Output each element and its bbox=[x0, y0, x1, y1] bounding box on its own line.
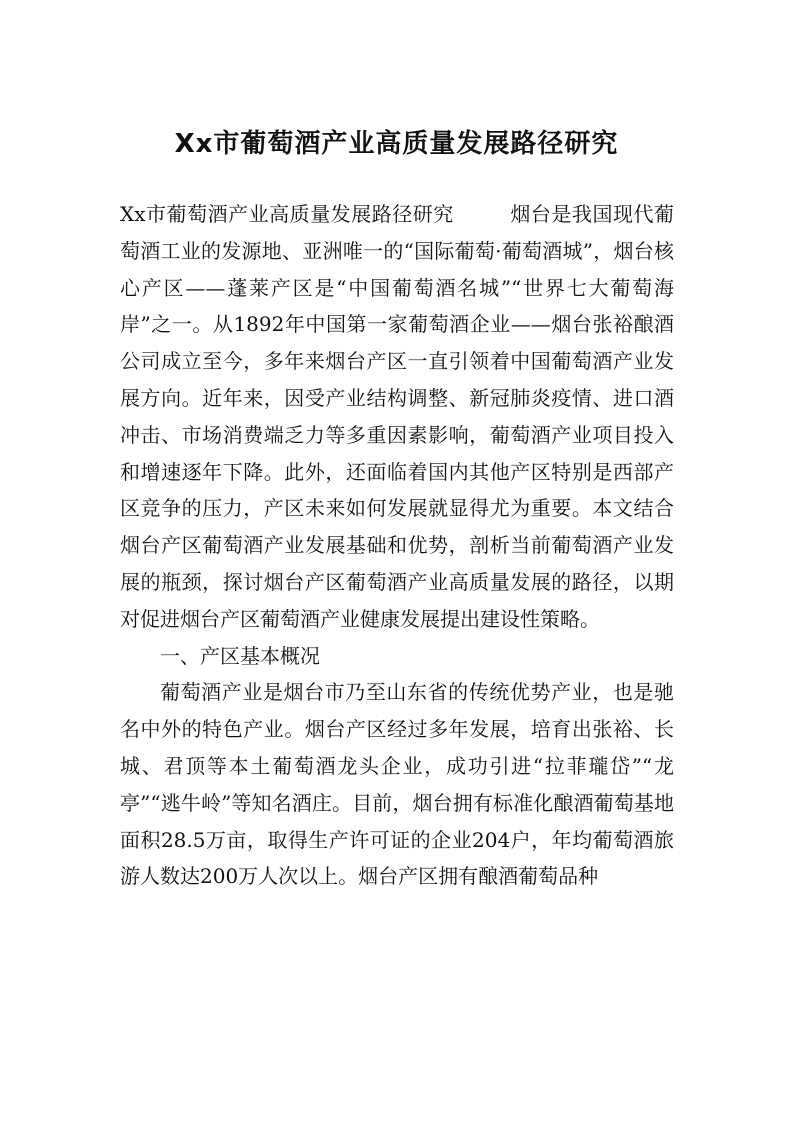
document-body bbox=[120, 196, 674, 895]
intro-text: 烟台是我国现代葡萄酒工业的发源地、亚洲唯一的“国际葡萄·葡萄酒城”，烟台核心产区——蓬莱产区是“中国葡萄酒名城”“世界七大葡萄海岸”之一。从1892年中国第一家葡萄酒企业——烟台张裕酿酒公司成立至今，多年来烟台产区一直引领着中国葡萄酒产业发展方向。近年来，因受产业结构调整、新冠肺炎疫情、进口酒冲击、市场消费端乏力等多重因素影响，葡萄酒产业项目投入和增速逐年下降。此外，还面临着国内其他产区特别是西部产区竞争的压力，产区未来如何发展就显得尤为重要。本文结合烟台产区葡萄酒产业发展基础和优势，剖析当前葡萄酒产业发展的瓶颈，探讨烟台产区葡萄酒产业高质量发展的路径，以期对促进烟台产区葡萄酒产业健康发展提出建设性策略。 bbox=[120, 202, 674, 631]
section-paragraph: 葡萄酒产业是烟台市乃至山东省的传统优势产业，也是驰名中外的特色产业。烟台产区经过多年发展，培育出张裕、长城、君顶等本土葡萄酒龙头企业，成功引进“拉菲瓏岱”“龙亭”“逃牛岭”等知名酒庄。目前，烟台拥有标准化酿酒葡萄基地面积28.5万亩，取得生产许可证的企业204户，年均葡萄酒旅游人数达200万人次以上。烟台产区拥有酿酒葡萄品种 bbox=[120, 680, 674, 889]
section-heading: 一、产区基本概况 bbox=[160, 643, 320, 668]
intro-lead: Xx市葡萄酒产业高质量发展路径研究 bbox=[120, 202, 454, 226]
document-title: Xx市葡萄酒产业高质量发展路径研究 bbox=[174, 129, 619, 159]
intro-paragraph bbox=[120, 196, 674, 638]
